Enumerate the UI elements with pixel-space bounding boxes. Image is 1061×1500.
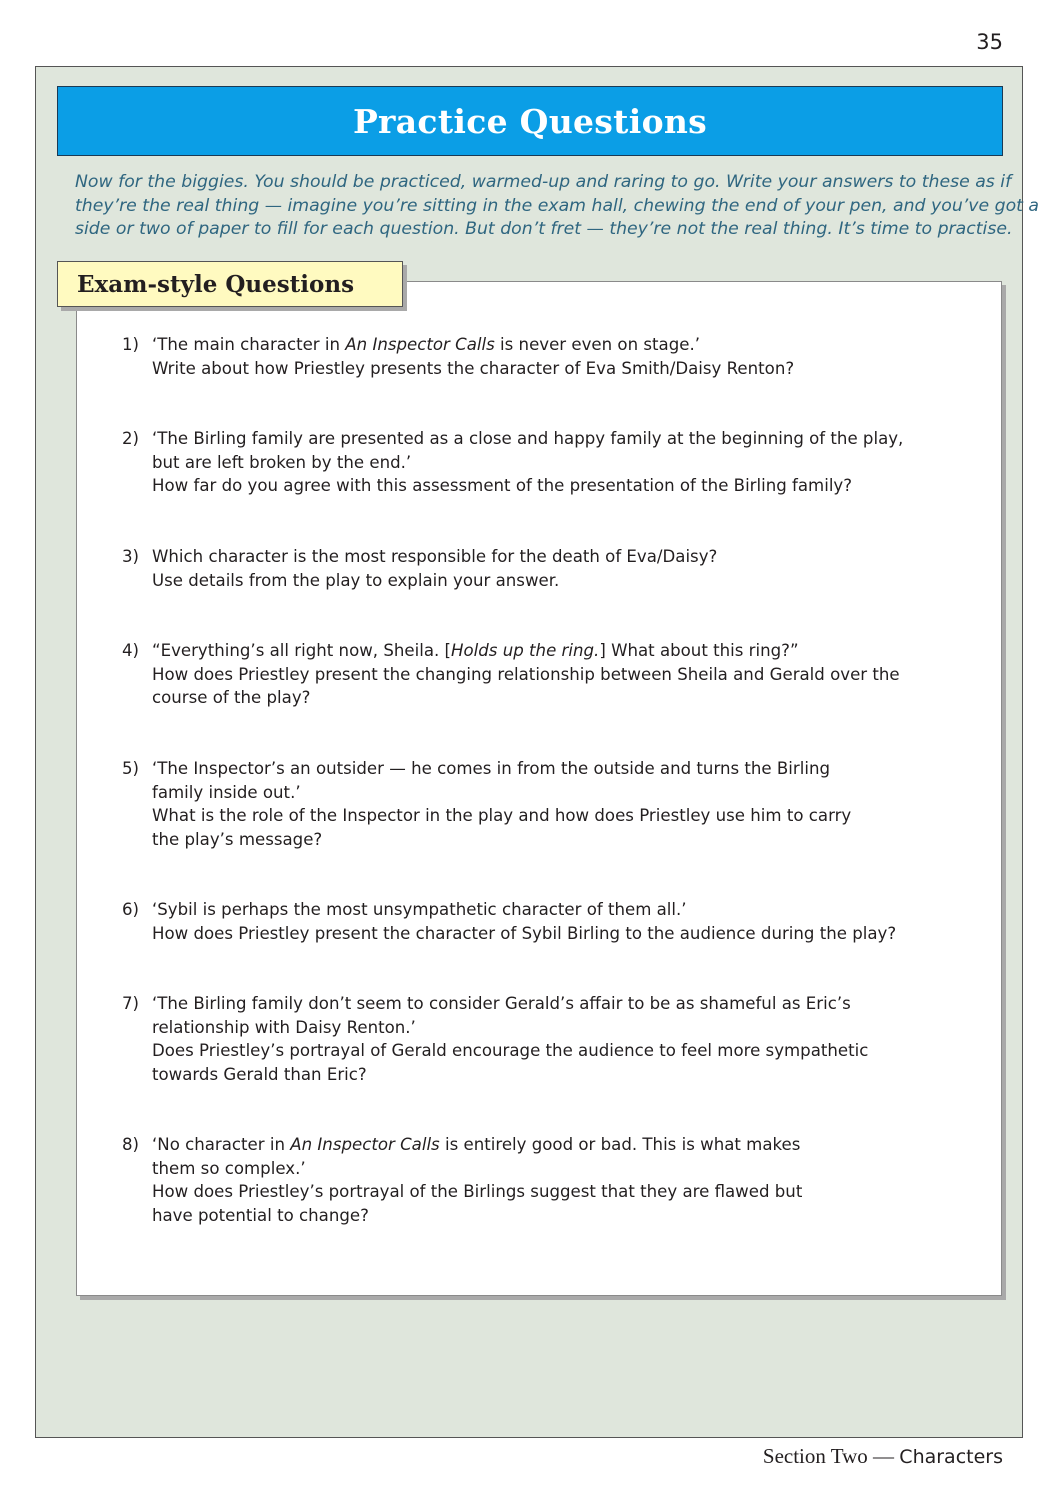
question-number: 1) — [122, 335, 140, 354]
intro-line: Now for the biggies. You should be practiced, warmed-up and raring to go. Write your answers to these as if — [75, 172, 1012, 192]
question-line: towards Gerald than Eric? — [152, 1064, 367, 1084]
question-line: ‘No character in An Inspector Calls is entirely good or bad. This is what makes — [152, 1135, 801, 1154]
footer-topic: Characters — [899, 1446, 1003, 1468]
questions-box — [76, 281, 1002, 1296]
question-line: What is the role of the Inspector in the play and how does Priestley use him to carry — [152, 806, 852, 825]
question-line: relationship with Daisy Renton.’ — [152, 1017, 416, 1037]
title-banner — [57, 86, 1003, 156]
question-number: 3) — [122, 547, 140, 566]
question-item — [122, 427, 922, 498]
section-label — [57, 261, 403, 307]
question-line: ‘The Inspector’s an outsider — he comes in from the outside and turns the Birling — [152, 759, 831, 778]
question-item — [122, 757, 922, 851]
page-footer — [763, 1444, 1003, 1469]
question-line: How does Priestley present the changing relationship between Sheila and Gerald over the — [152, 664, 900, 684]
intro-line: side or two of paper to fill for each question. But don’t fret — they’re not the real thing. It’s time to practise. — [75, 219, 1013, 239]
intro-text — [75, 171, 1040, 242]
question-line: “Everything’s all right now, Sheila. [Holds up the ring.] What about this ring?” — [152, 641, 799, 660]
intro-line: they’re the real thing — imagine you’re sitting in the exam hall, chewing the end of your pen, and you’ve got a — [75, 195, 1040, 216]
question-line: ‘The Birling family are presented as a close and happy family at the beginning of the play, — [152, 429, 904, 448]
question-line: family inside out.’ — [152, 782, 301, 802]
question-line: How does Priestley present the character of Sybil Birling to the audience during the play? — [152, 923, 897, 943]
play-title: An Inspector Calls — [345, 335, 495, 354]
question-number: 4) — [122, 641, 140, 660]
question-item — [122, 639, 922, 710]
question-line: ‘The main character in An Inspector Calls is never even on stage.’ — [152, 335, 700, 354]
question-line: How does Priestley’s portrayal of the Birlings suggest that they are flawed but — [152, 1182, 803, 1201]
question-line: Which character is the most responsible for the death of Eva/Daisy? — [152, 547, 718, 566]
question-number: 8) — [122, 1135, 140, 1154]
question-line: Write about how Priestley presents the character of Eva Smith/Daisy Renton? — [152, 358, 795, 378]
question-line: course of the play? — [152, 688, 311, 707]
question-line: have potential to change? — [152, 1205, 369, 1225]
question-line: ‘The Birling family don’t seem to consider Gerald’s affair to be as shameful as Eric’s — [152, 994, 851, 1013]
play-title: An Inspector Calls — [290, 1135, 440, 1154]
question-item — [122, 898, 922, 945]
question-number: 2) — [122, 429, 140, 448]
question-number: 7) — [122, 994, 140, 1013]
question-item — [122, 333, 922, 380]
page-title: Practice Questions — [352, 101, 708, 141]
question-item — [122, 1133, 922, 1227]
footer-section: Section Two — — [762, 1444, 900, 1468]
question-line: ‘Sybil is perhaps the most unsympathetic character of them all.’ — [152, 900, 687, 919]
question-line: the play’s message? — [152, 829, 323, 849]
question-line: them so complex.’ — [152, 1158, 306, 1178]
question-line: Does Priestley’s portrayal of Gerald encourage the audience to feel more sympathetic — [152, 1041, 869, 1060]
question-line: How far do you agree with this assessment of the presentation of the Birling family? — [152, 476, 853, 495]
question-line: Use details from the play to explain your answer. — [152, 570, 560, 590]
question-item — [122, 992, 922, 1086]
content-panel — [35, 66, 1040, 1438]
question-item — [122, 545, 922, 592]
question-number: 6) — [122, 900, 140, 919]
stage-direction: Holds up the ring. — [451, 641, 600, 660]
question-number: 5) — [122, 759, 140, 778]
section-label-text: Exam-style Questions — [77, 270, 355, 298]
page-number: 35 — [976, 30, 1003, 54]
question-line: but are left broken by the end.’ — [152, 452, 412, 472]
